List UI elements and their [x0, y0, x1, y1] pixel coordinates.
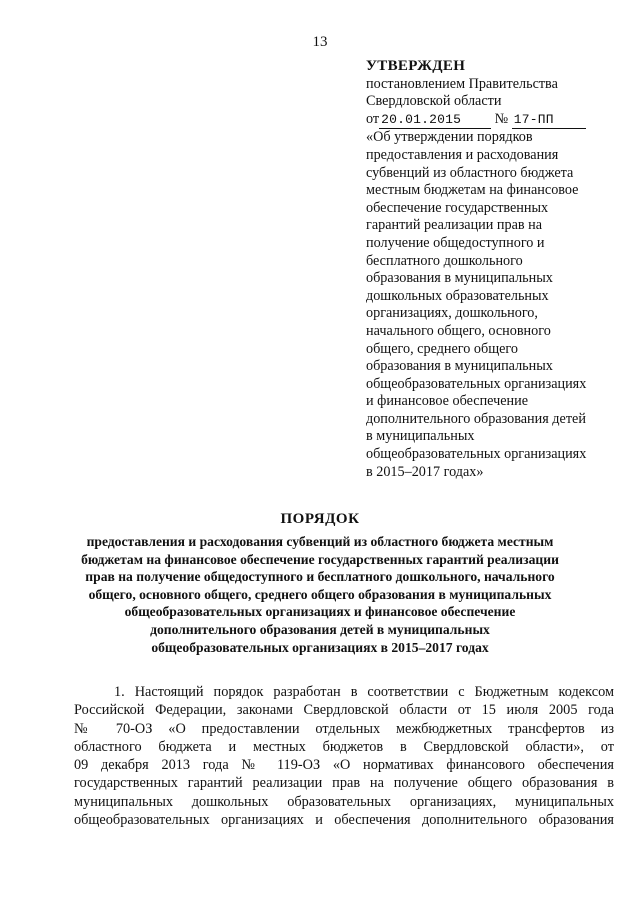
subtitle-line: общего, основного общего, среднего общего образования в муниципальных: [88, 586, 552, 602]
number-prefix: №: [494, 110, 509, 127]
subject-line: бесплатного дошкольного: [366, 252, 523, 269]
subject-line: и финансовое обеспечение: [366, 393, 529, 410]
date-prefix: от: [366, 110, 380, 127]
paragraph-line: 09 декабря 2013 года № 119-ОЗ «О нормативах финансового обеспечения: [74, 757, 614, 774]
subtitle-line: общеобразовательных организациях и финансовое обеспечение: [124, 604, 516, 620]
subject-line: дошкольных образовательных: [366, 287, 549, 304]
subject-line: организациях, дошкольного,: [366, 305, 538, 322]
approval-stamp: [366, 58, 628, 481]
subject-line: предоставления и расходования: [366, 146, 559, 163]
subject-line: субвенций из областного бюджета: [366, 164, 574, 181]
subject-line: в муниципальных: [366, 428, 475, 445]
subtitle-line: дополнительного образования детей в муниципальных: [150, 621, 490, 637]
paragraph-line: общеобразовательных организациях и обеспечения дополнительного образования: [74, 812, 614, 829]
approval-date-number: [366, 111, 628, 130]
subject-line: общего, среднего общего: [366, 340, 518, 357]
paragraph-line: Российской Федерации, законами Свердловской области от 15 июля 2005 года: [74, 702, 614, 719]
subject-line: общеобразовательных организациях: [366, 446, 587, 463]
subject-line: местным бюджетам на финансовое: [366, 182, 579, 199]
subject-line: образования в муниципальных: [366, 358, 553, 375]
paragraph-line: № 70-ОЗ «О предоставлении отдельных межбюджетных трансфертов из: [74, 720, 614, 737]
approval-authority: постановлением Правительства: [366, 75, 558, 92]
paragraph-line: областного бюджета и местных бюджетов в Свердловской области», от: [74, 738, 614, 755]
approval-subject: [366, 129, 628, 481]
paragraph-1: [74, 683, 614, 829]
document-subtitle: [68, 533, 572, 656]
approval-title: УТВЕРЖДЕН: [366, 58, 466, 74]
subject-line: получение общедоступного и: [366, 234, 545, 251]
approval-date: 20.01.2015: [379, 111, 491, 130]
subtitle-line: прав на получение общедоступного и бесплатного дошкольного, начального: [85, 569, 555, 585]
subtitle-line: предоставления и расходования субвенций из областного бюджета местным: [86, 534, 554, 549]
subtitle-line: бюджетам на финансовое обеспечение государственных гарантий реализации: [81, 551, 559, 567]
subject-line: обеспечение государственных: [366, 199, 549, 216]
subject-line: гарантий реализации прав на: [366, 217, 543, 234]
subject-line: «Об утверждении порядков: [366, 129, 533, 146]
paragraph-line: государственных гарантий реализации прав на получение общего образования в: [74, 775, 614, 792]
subject-line: образования в муниципальных: [366, 270, 553, 287]
paragraph-line: муниципальных дошкольных образовательных организациях, муниципальных: [74, 793, 614, 810]
paragraph-line: 1. Настоящий порядок разработан в соответствии с Бюджетным кодексом: [114, 684, 614, 700]
subject-line: общеобразовательных организациях: [366, 375, 587, 392]
document-title: ПОРЯДОК: [280, 511, 360, 527]
subtitle-line: общеобразовательных организациях в 2015–2017 годах: [151, 639, 489, 655]
subject-line: в 2015–2017 годах»: [366, 463, 484, 480]
subject-line: начального общего, основного: [366, 322, 551, 339]
subject-line: дополнительного образования детей: [366, 410, 586, 427]
approval-number: 17-ПП: [512, 111, 586, 130]
approval-region: Свердловской области: [366, 93, 502, 110]
page-number: 13: [312, 34, 328, 50]
